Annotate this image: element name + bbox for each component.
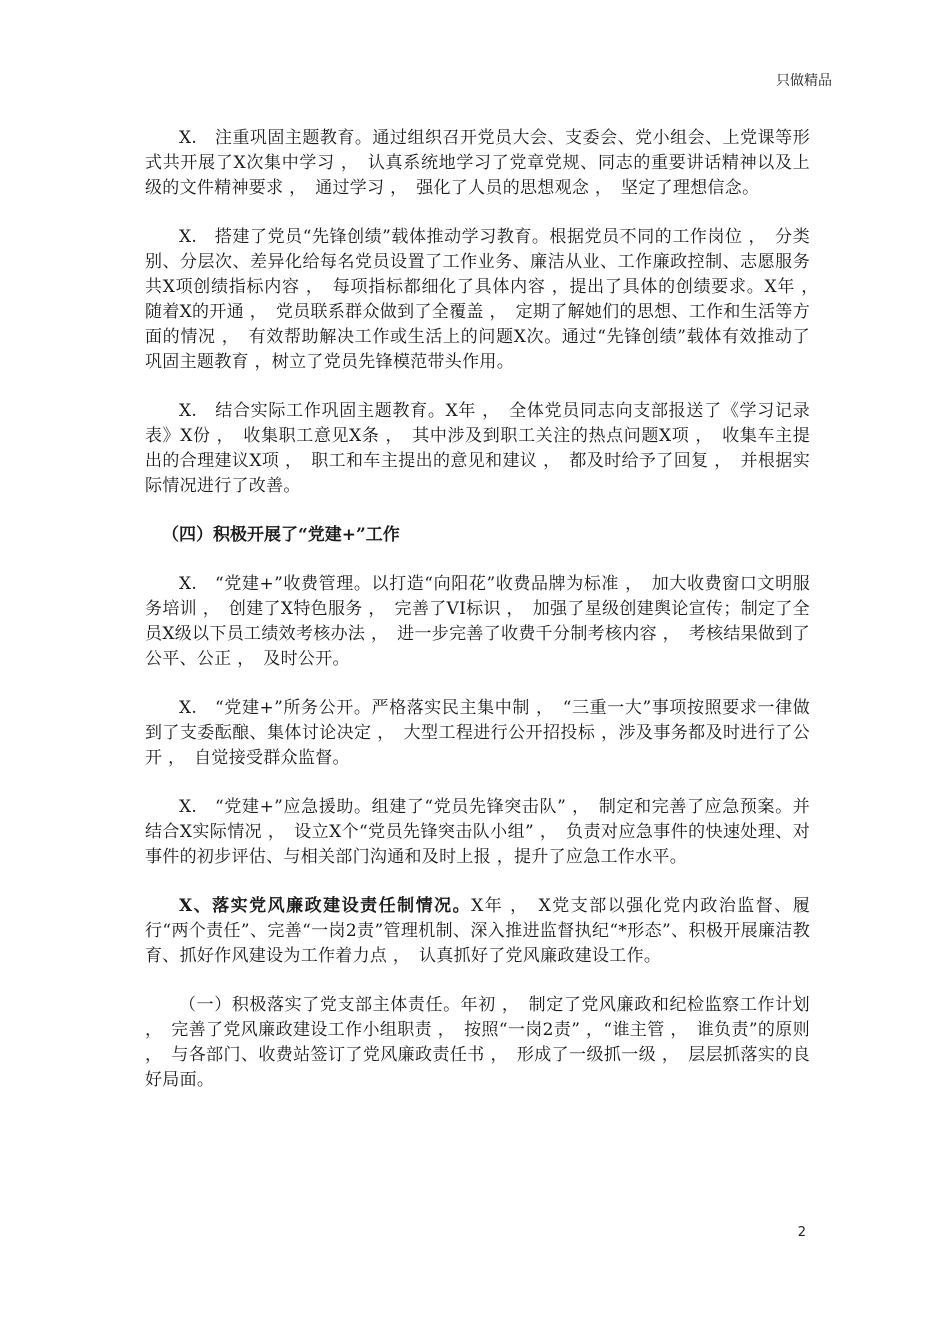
document-body (145, 126, 828, 1117)
paragraph-branch-main-responsibility: （一）积极落实了党支部主体责任。年初 ， 制定了党风廉政和纪检监察工作计划 ， 完善了党风廉政建设工作小组职责 ， 按照“一岗2责” ，“谁主管 ， 谁负责”的原则 ， 与各部门、收费站签订了党风廉政责任书 ， 形成了一级抓一级 ， 层层抓落实的良好局面。 (145, 995, 810, 1090)
paragraph-emergency-assistance: X. “党建+”应急援助。组建了“党员先锋突击队” ， 制定和完善了应急预案。并结合X实际情况 ， 设立X个“党员先锋突击队小组” ， 负责对应急事件的快速处理、对事件的初步评估、与相关部门沟通和及时上报 ，提升了应急工作水平。 (145, 797, 810, 867)
section-heading-party-building-plus: （四）积极开展了“党建+”工作 (162, 525, 400, 545)
paragraph-consolidate-education: X. 注重巩固主题教育。通过组织召开党员大会、支委会、党小组会、上党课等形式共开展了X次集中学习 ， 认真系统地学习了党章党规、同志的重要讲话精神以及上级的文件精神要求 ， 通过学习 ， 强化了人员的思想观念 ， 坚定了理想信念。 (145, 128, 810, 198)
paragraph-toll-management: X. “党建+”收费管理。以打造“向阳花”收费品牌为标准 ， 加大收费窗口文明服务培训 ， 创建了X特色服务 ， 完善了VI标识 ， 加强了星级创建舆论宣传；制定了全员X级以下员工绩效考核办法 ， 进一步完善了收费千分制考核内容 ， 考核结果做到了公平、公正 ， 及时公开。 (145, 574, 810, 669)
paragraph-vanguard-carrier: X. 搭建了党员“先锋创绩”载体推动学习教育。根据党员不同的工作岗位 ， 分类别、分层次、差异化给每名党员设置了工作业务、廉洁从业、工作廉政控制、志愿服务共X项创绩指标内容 ， 每项指标都细化了具体内容 ，提出了具体的创绩要求。X年 ， 随着X的开通 ， 党员联系群众做到了全覆盖 ， 定期了解她们的思想、工作和生活等方面的情况 ， 有效帮助解决工作或生活上的问题X次。通过“先锋创绩”载体有效推动了巩固主题教育 ，树立了党员先锋模范带头作用。 (145, 227, 828, 372)
integrity-section-text: X年 ， X党支部以强化党内政治监督、履行“两个责任”、完善“一岗2责”管理机制、深入推进监督执纪“*形态”、积极开展廉洁教育、抓好作风建设为工作着力点 ， 认真抓好了党风廉政建设工作。 (145, 896, 810, 966)
paragraph-practical-work: X. 结合实际工作巩固主题教育。X年 ， 全体党员同志向支部报送了《学习记录表》X份 ， 收集职工意见X条 ， 其中涉及到职工关注的热点问题X项 ， 收集车主提出的合理建议X项 ， 职工和车主提出的意见和建议 ， 都及时给予了回复 ， 并根据实际情况进行了改善。 (145, 401, 810, 496)
integrity-section-lead: X、落实党风廉政建设责任制情况。 (179, 896, 472, 916)
paragraph-integrity-responsibility (145, 894, 810, 969)
page-number: 2 (797, 1225, 806, 1240)
header-tag: 只做精品 (776, 73, 832, 89)
paragraph-affairs-disclosure: X. “党建+”所务公开。严格落实民主集中制 ， “三重一大”事项按照要求一律做到了支委酝酿、集体讨论决定 ， 大型工程进行公开招投标 ，涉及事务都及时进行了公开 ， 自觉接受群众监督。 (145, 698, 810, 768)
